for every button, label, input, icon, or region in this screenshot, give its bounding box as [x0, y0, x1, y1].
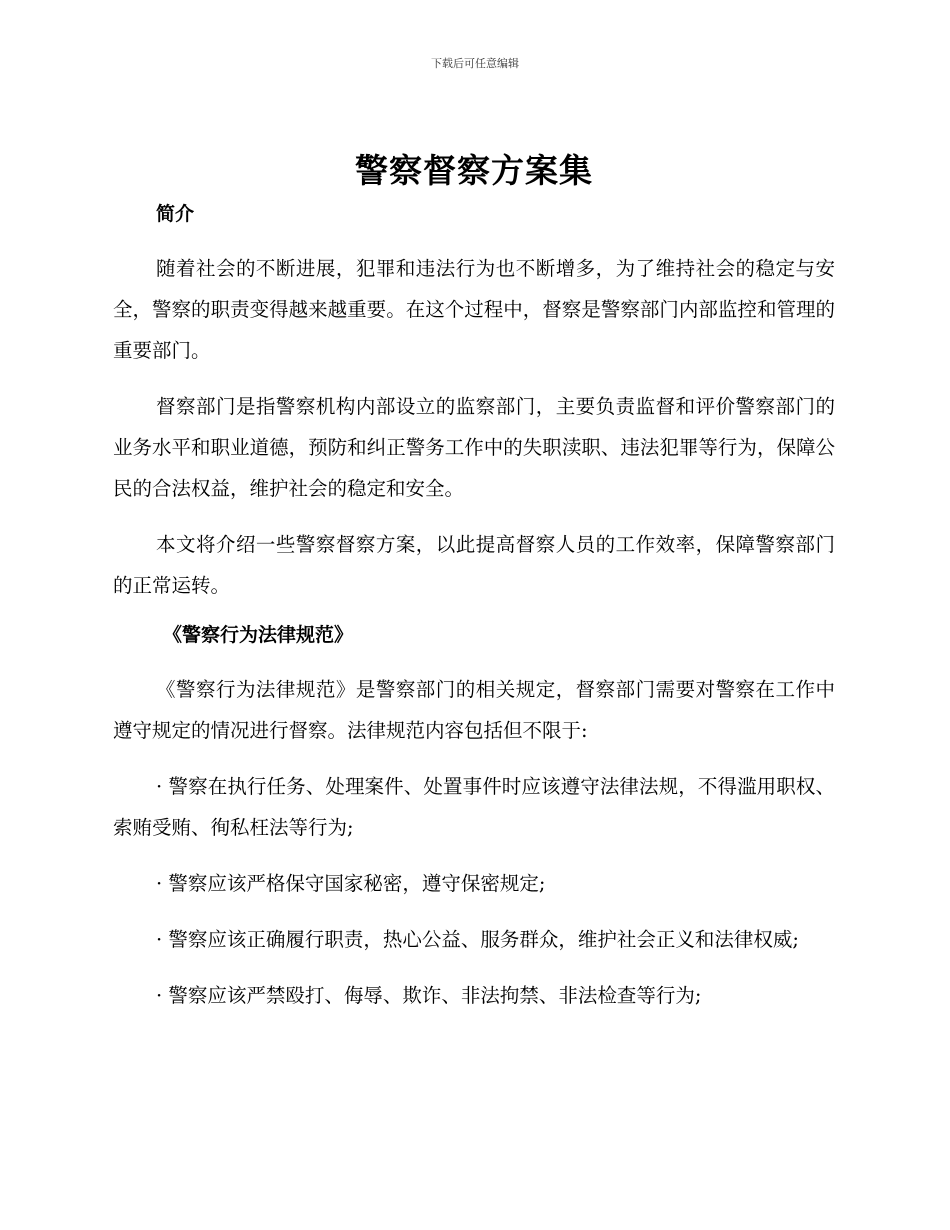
intro-paragraph: 随着社会的不断进展，犯罪和违法行为也不断增多，为了维持社会的稳定与安全，警察的职责变得越来越重要。在这个过程中，督察是警察部门内部监控和管理的重要部门。	[113, 257, 835, 362]
section-heading-code-of-conduct: 《警察行为法律规范》	[163, 624, 354, 646]
rule-list-item: · 警察应该正确履行职责，热心公益、服务群众，维护社会正义和法律权威;	[156, 928, 799, 951]
page-header-note: 下载后可任意编辑	[431, 57, 519, 70]
rule-list-item: · 警察应该严禁殴打、侮辱、欺诈、非法拘禁、非法检查等行为;	[156, 984, 702, 1007]
section-heading-intro: 简介	[156, 203, 195, 225]
intro-paragraph: 督察部门是指警察机构内部设立的监察部门，主要负责监督和评价警察部门的业务水平和职业道德，预防和纠正警务工作中的失职渎职、违法犯罪等行为，保障公民的合法权益，维护社会的稳定和安全。	[113, 395, 835, 500]
code-intro-paragraph: 《警察行为法律规范》是警察部门的相关规定，督察部门需要对警察在工作中遵守规定的情况进行督察。法律规范内容包括但不限于:	[113, 678, 835, 742]
rule-list-item: · 警察应该严格保守国家秘密，遵守保密规定;	[156, 872, 546, 895]
document-body	[113, 148, 835, 1031]
intro-paragraph: 本文将介绍一些警察督察方案，以此提高督察人员的工作效率，保障警察部门的正常运转。	[113, 533, 835, 597]
rule-list-item: · 警察在执行任务、处理案件、处置事件时应该遵守法律法规，不得滥用职权、索贿受贿、徇私枉法等行为;	[113, 775, 835, 839]
document-title: 警察督察方案集	[355, 151, 593, 190]
